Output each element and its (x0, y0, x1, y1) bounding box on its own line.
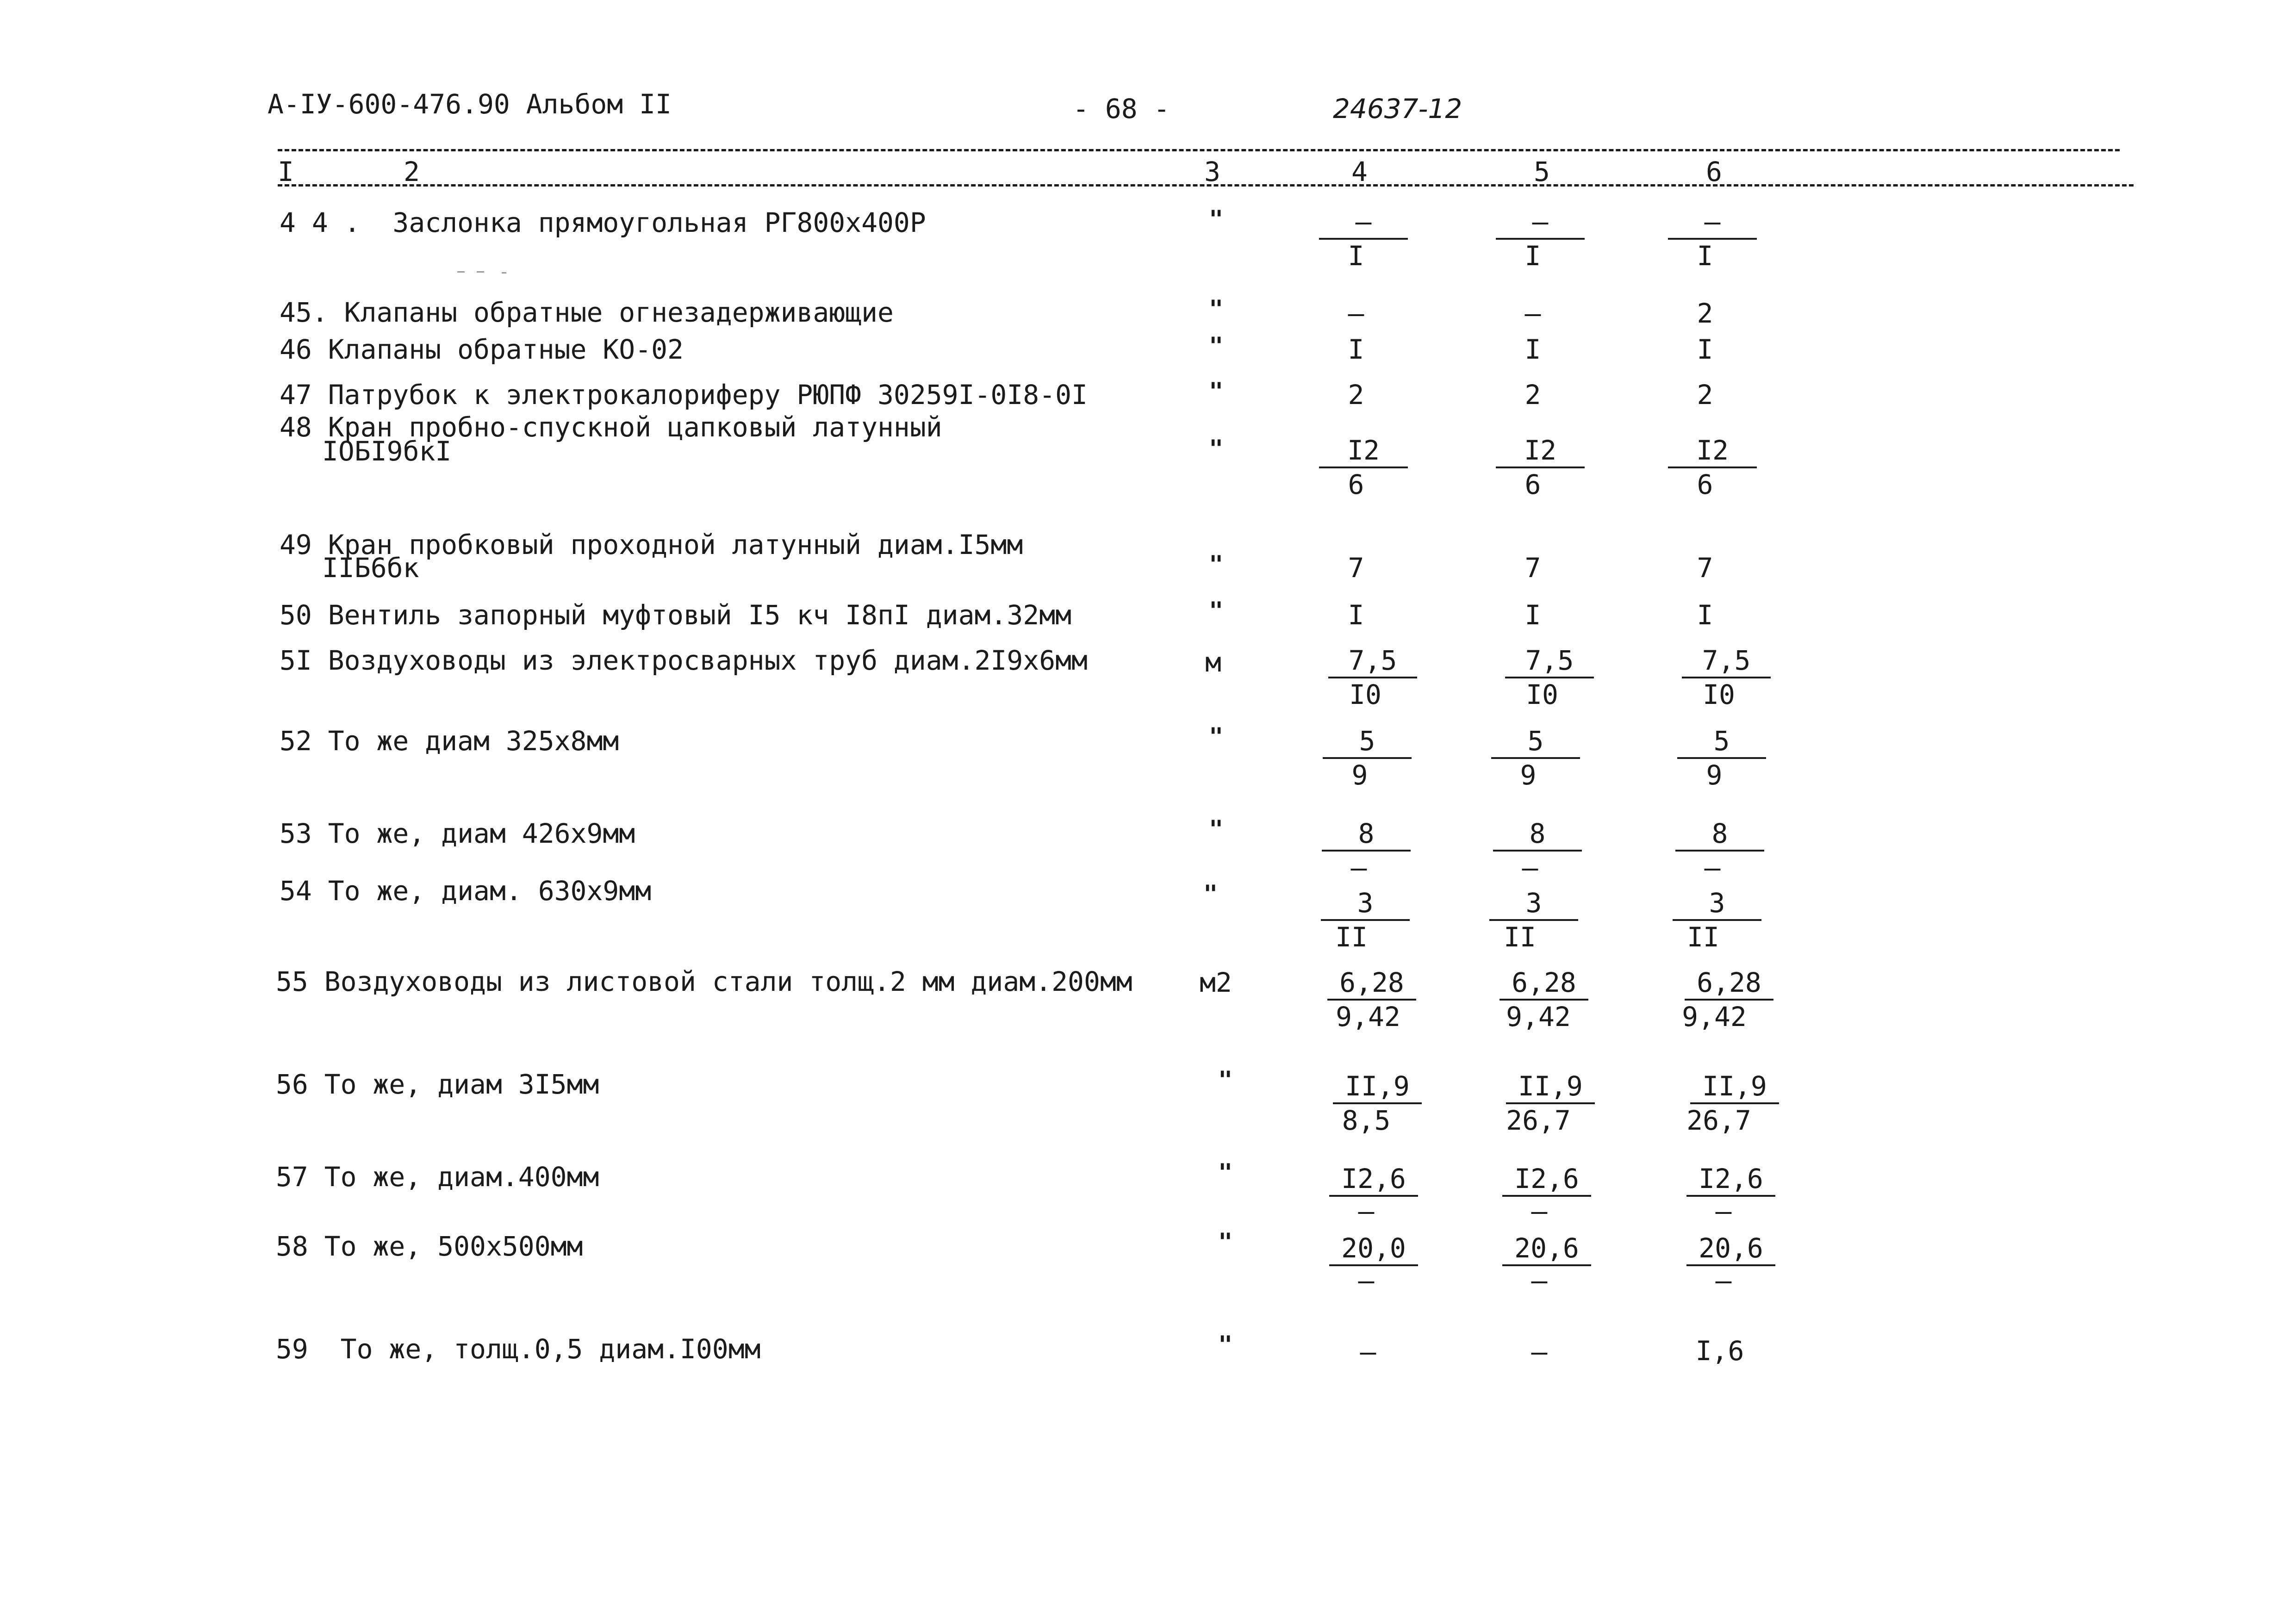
row-57-c5-top: I2,6 (1502, 1165, 1591, 1197)
row-56-c4-bottom: 8,5 (1342, 1105, 1391, 1136)
row-49-name-code: IIБ6бк (322, 552, 419, 584)
row-48-c4-bottom: 6 (1348, 469, 1364, 500)
row-53-c5-top: 8 (1493, 820, 1582, 852)
row-51-c5-bottom: I0 (1526, 679, 1558, 710)
row-57-c6-bottom: – (1715, 1195, 1732, 1227)
row-55-c4-top: 6,28 (1327, 969, 1416, 1001)
row-53-name: 53 То же, диам 426х9мм (280, 818, 635, 849)
row-58-c5-bottom: – (1531, 1265, 1548, 1296)
row-50-name: 50 Вентиль запорный муфтовый I5 кч I8пI диам.32мм (280, 599, 1072, 631)
row-45-name: 45. Клапаны обратные огнезадерживающие (280, 297, 894, 328)
col-header-6: 6 (1706, 156, 1722, 187)
row-49-unit: " (1209, 551, 1224, 578)
handwritten-number: 24637-12 (1333, 93, 1462, 124)
row-51-c6-top: 7,5 (1682, 647, 1771, 678)
row-44-name: 4 4 . Заслонка прямоугольная РГ800х400Р (280, 207, 926, 238)
row-55-c4-bottom: 9,42 (1336, 1001, 1400, 1032)
row-58-unit: " (1218, 1228, 1233, 1256)
row-44-c6-bottom: I (1697, 240, 1713, 272)
row-48-c5-bottom: 6 (1524, 469, 1541, 500)
row-49-c4: 7 (1348, 552, 1364, 584)
row-54-unit: " (1203, 880, 1218, 908)
scan-speck (502, 272, 506, 274)
row-59-c5: – (1531, 1336, 1548, 1368)
row-51-unit: м (1205, 647, 1221, 678)
row-52-c6-bottom: 9 (1706, 759, 1723, 791)
row-54-c6-top: 3 (1673, 889, 1761, 921)
row-50-unit: " (1209, 597, 1224, 625)
row-57-name: 57 То же, диам.400мм (276, 1161, 599, 1193)
row-56-c4-top: II,9 (1333, 1073, 1422, 1104)
row-47-unit: " (1209, 378, 1224, 405)
row-48-c6-top: I2 (1668, 437, 1757, 468)
document-code: А-IУ-600-476.90 Альбом II (268, 88, 672, 120)
row-55-c5-top: 6,28 (1500, 969, 1588, 1001)
row-45-unit: " (1209, 295, 1224, 323)
col-header-2: 2 (404, 156, 420, 187)
row-52-c4-top: 5 (1323, 728, 1412, 759)
row-59-c4: – (1360, 1336, 1376, 1368)
row-51-c4-bottom: I0 (1349, 679, 1381, 710)
row-48-c5-top: I2 (1496, 437, 1585, 468)
row-57-unit: " (1218, 1159, 1233, 1187)
row-55-unit: м2 (1200, 967, 1232, 998)
row-55-c6-top: 6,28 (1685, 969, 1773, 1001)
row-53-c6-top: 8 (1675, 820, 1764, 852)
row-48-c6-bottom: 6 (1697, 469, 1713, 500)
col-header-5: 5 (1534, 156, 1550, 187)
row-59-name: 59 То же, толщ.0,5 диам.I00мм (276, 1333, 761, 1365)
row-48-name-code: IОБI9бкI (322, 435, 452, 467)
row-56-unit: " (1218, 1066, 1233, 1094)
row-44-unit: " (1209, 205, 1224, 233)
row-54-c4-bottom: II (1335, 921, 1368, 953)
row-54-c4-top: 3 (1321, 889, 1410, 921)
row-58-c4-top: 20,0 (1329, 1235, 1418, 1266)
row-51-c5-top: 7,5 (1505, 647, 1594, 678)
row-57-c5-bottom: – (1531, 1195, 1548, 1227)
row-55-c6-bottom: 9,42 (1682, 1001, 1747, 1032)
row-53-c5-bottom: – (1522, 852, 1538, 883)
row-44-c5-top: – (1496, 208, 1585, 240)
row-56-name: 56 То же, диам 3I5мм (276, 1069, 599, 1100)
rule-top (278, 149, 2120, 151)
row-52-c6-top: 5 (1677, 728, 1766, 759)
row-50-c4: I (1348, 599, 1364, 631)
row-57-c4-top: I2,6 (1329, 1165, 1418, 1197)
row-47-c5: 2 (1524, 379, 1541, 410)
row-44-c4-top: – (1319, 208, 1408, 240)
row-56-c6-top: II,9 (1690, 1073, 1779, 1104)
row-58-c5-top: 20,6 (1502, 1235, 1591, 1266)
row-46-name: 46 Клапаны обратные КО-02 (280, 334, 684, 365)
row-54-name: 54 То же, диам. 630х9мм (280, 875, 652, 907)
row-47-c6: 2 (1697, 379, 1713, 410)
row-52-c5-top: 5 (1491, 728, 1580, 759)
row-57-c4-bottom: – (1358, 1195, 1375, 1227)
row-52-name: 52 То же диам 325х8мм (280, 725, 619, 757)
row-54-c5-bottom: II (1504, 921, 1536, 953)
row-48-unit: " (1209, 435, 1224, 463)
row-59-c6: I,6 (1695, 1335, 1744, 1367)
row-51-c4-top: 7,5 (1328, 647, 1417, 678)
row-57-c6-top: I2,6 (1686, 1165, 1775, 1197)
row-44-c5-bottom: I (1524, 240, 1541, 272)
row-56-c5-bottom: 26,7 (1506, 1105, 1571, 1136)
row-45-c6: 2 (1697, 298, 1713, 329)
row-53-c4-bottom: – (1350, 852, 1367, 883)
col-header-3: 3 (1204, 156, 1220, 187)
row-58-c6-top: 20,6 (1686, 1235, 1775, 1266)
row-52-c4-bottom: 9 (1351, 759, 1368, 791)
row-50-c6: I (1697, 599, 1713, 631)
page-number: - 68 - (1073, 93, 1170, 124)
row-53-c4-top: 8 (1322, 820, 1411, 852)
row-59-unit: " (1218, 1331, 1233, 1359)
row-45-c4: – (1348, 298, 1364, 329)
row-47-c4: 2 (1348, 379, 1364, 410)
row-58-c6-bottom: – (1715, 1265, 1732, 1296)
row-56-c5-top: II,9 (1506, 1073, 1595, 1104)
row-44-c4-bottom: I (1348, 240, 1364, 272)
row-52-c5-bottom: 9 (1520, 759, 1537, 791)
row-49-c5: 7 (1524, 552, 1541, 584)
row-46-c5: I (1524, 334, 1541, 365)
row-58-name: 58 То же, 500х500мм (276, 1231, 583, 1262)
row-54-c5-top: 3 (1489, 889, 1578, 921)
row-44-c6-top: – (1668, 208, 1757, 240)
col-header-1: I (278, 156, 294, 187)
row-47-name: 47 Патрубок к электрокалориферу РЮПФ 30259I-0I8-0I (280, 379, 1088, 410)
row-49-name: 49 Кран пробковый проходной латунный диам.I5мм (280, 529, 1023, 560)
row-52-unit: " (1209, 723, 1224, 751)
row-46-c4: I (1348, 334, 1364, 365)
row-46-c6: I (1697, 334, 1713, 365)
row-53-c6-bottom: – (1704, 852, 1721, 883)
row-55-name: 55 Воздуховоды из листовой стали толщ.2 мм диам.200мм (276, 966, 1132, 997)
row-55-c5-bottom: 9,42 (1506, 1001, 1571, 1032)
row-49-c6: 7 (1697, 552, 1713, 584)
row-48-c4-top: I2 (1319, 437, 1408, 468)
col-header-4: 4 (1351, 156, 1368, 187)
row-45-c5: – (1524, 298, 1541, 329)
row-58-c4-bottom: – (1358, 1265, 1375, 1296)
row-51-name: 5I Воздуховоды из электросварных труб диам.2I9х6мм (280, 645, 1088, 676)
row-46-unit: " (1209, 332, 1224, 360)
scan-speck (477, 271, 484, 273)
row-51-c6-bottom: I0 (1703, 679, 1735, 710)
row-50-c5: I (1524, 599, 1541, 631)
row-53-unit: " (1209, 815, 1224, 843)
row-48-name: 48 Кран пробно-спускной цапковый латунный (280, 411, 942, 443)
scan-speck (457, 271, 465, 273)
row-54-c6-bottom: II (1687, 921, 1719, 953)
row-56-c6-bottom: 26,7 (1686, 1105, 1751, 1136)
